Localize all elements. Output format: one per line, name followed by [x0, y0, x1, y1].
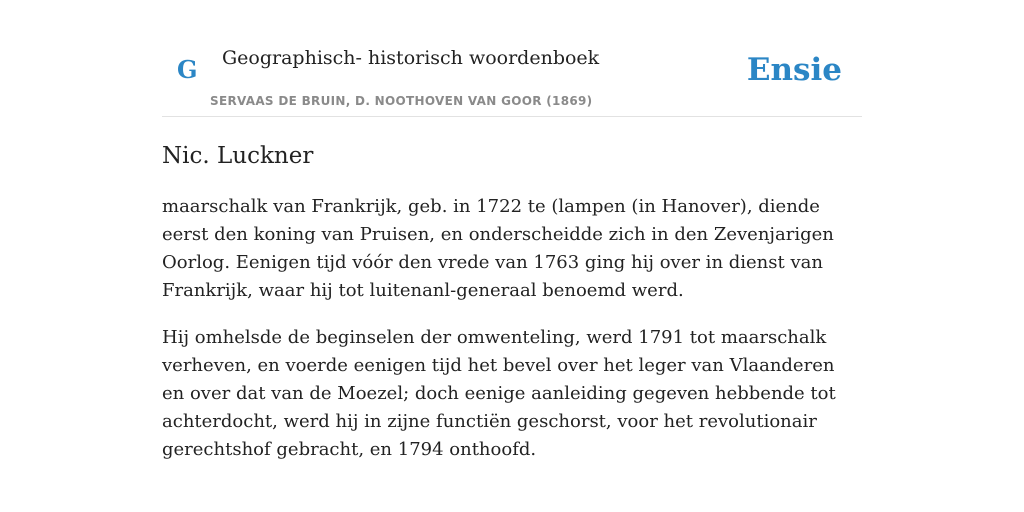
book-header	[162, 0, 862, 117]
page-container	[162, 0, 862, 483]
entry-paragraph: maarschalk van Frankrijk, geb. in 1722 te (lampen (in Hanover), diende eerst den koning van Pruisen, en onderscheidde zich in den Zevenjarigen Oorlog. Eenigen tijd vóór den vrede van 1763 ging hij over in dienst van Frankrijk, waar hij tot luitenanl-generaal benoemd werd.	[162, 196, 834, 301]
entry-title: Nic. Luckner	[162, 143, 314, 169]
brand-logo-link[interactable]: Ensie	[746, 52, 842, 88]
entry-body	[162, 193, 862, 464]
entry-paragraph: Hij omhelsde de beginselen der omwenteling, werd 1791 tot maarschalk verheven, en voerde eenigen tijd het bevel over het leger van Vlaanderen en over dat van de Moezel; doch eenige aanleiding gegeven hebbende tot achterdocht, werd hij in zijne functiën geschorst, voor het revolutionair gerechtshof gebracht, en 1794 onthoofd.	[162, 327, 836, 460]
book-letter-icon: G	[177, 55, 198, 84]
book-author: SERVAAS DE BRUIN, D. NOOTHOVEN VAN GOOR (1869)	[210, 94, 593, 108]
book-title[interactable]: Geographisch- historisch woordenboek	[222, 47, 600, 69]
